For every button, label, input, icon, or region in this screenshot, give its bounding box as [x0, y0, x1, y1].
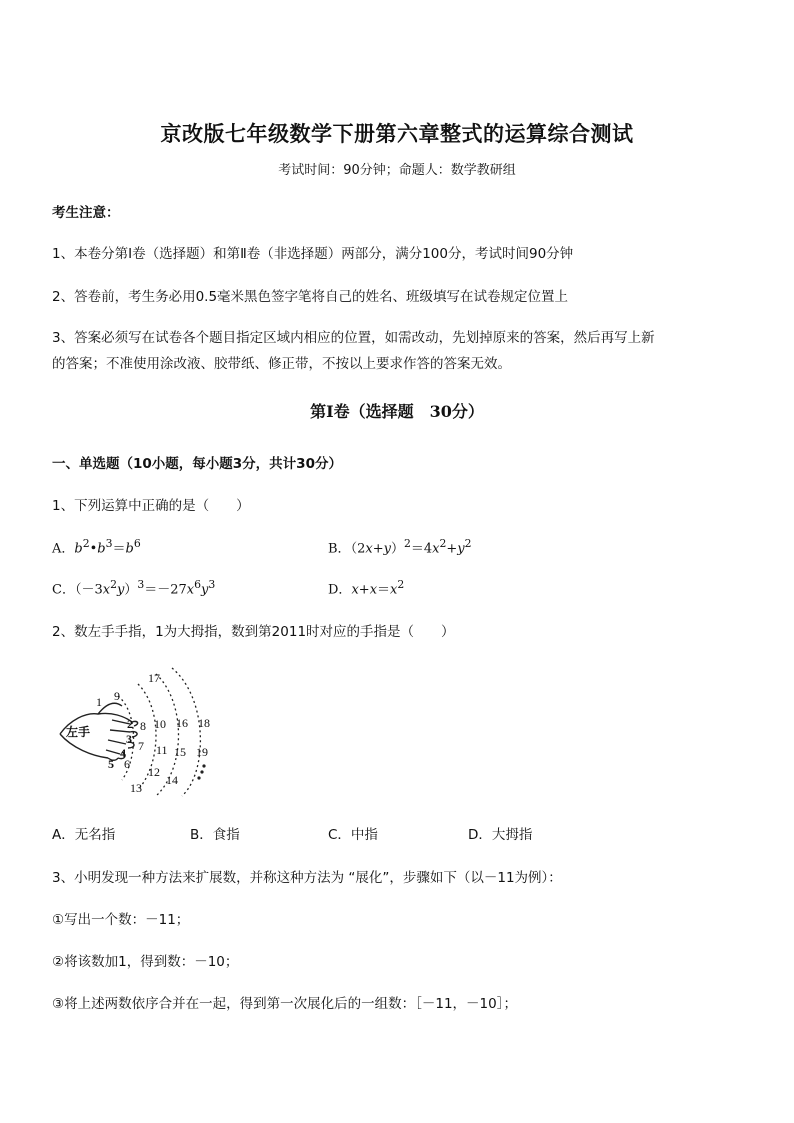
q2-option-c: C．中指 [328, 827, 378, 843]
fig-num-1: 1 [96, 695, 102, 709]
q3-step-2: ②将该数加1，得到数：－10； [52, 954, 239, 970]
q3-step-1: ①写出一个数：－11； [52, 912, 190, 928]
fig-num-17: 17 [148, 671, 160, 685]
q3-step-3: ③将上述两数依序合并在一起，得到第一次展化后的一组数：［－11，－10］； [52, 996, 517, 1012]
fig-num-16: 16 [176, 716, 188, 730]
q1-option-d-label: D． [328, 582, 352, 598]
notice-heading: 考生注意： [52, 205, 120, 221]
q1-option-c: C．$(-3x^2y)^3=-27x^6y^3$ [52, 578, 216, 598]
fig-num-13: 13 [130, 781, 142, 795]
fig-num-15: 15 [174, 745, 186, 759]
fig-num-3: 3 [126, 732, 132, 746]
q1-option-b: B．$(2x+y)^2=4x^2+y^2$ [328, 537, 472, 557]
notice-item-1: 1、本卷分第Ⅰ卷（选择题）和第Ⅱ卷（非选择题）两部分，满分100分，考试时间90分钟 [52, 246, 574, 262]
fig-num-12: 12 [148, 765, 160, 779]
q1-option-c-label: C． [52, 582, 75, 598]
question-2-stem: 2、数左手手指，1为大拇指，数到第2011时对应的手指是（ ） [52, 624, 455, 640]
q1-option-b-label: B． [328, 541, 351, 557]
fig-num-9: 9 [114, 689, 120, 703]
page-title: 京改版七年级数学下册第六章整式的运算综合测试 [160, 121, 634, 146]
fig-num-8: 8 [140, 719, 146, 733]
q1-option-a: A．$b^2•b^3=b^6$ [52, 537, 141, 557]
notice-item-2: 2、答卷前，考生务必用0.5毫米黑色签字笔将自己的姓名、班级填写在试卷规定位置上 [52, 289, 569, 305]
q1-option-d: D．$x+x=x^2$ [328, 578, 405, 598]
notice-item-3-continued: 的答案；不准使用涂改液、胶带纸、修正带，不按以上要求作答的答案无效。 [52, 356, 511, 372]
q2-option-b: B．食指 [190, 827, 240, 843]
fig-num-7: 7 [138, 739, 144, 753]
q2-option-d: D．大拇指 [468, 827, 533, 843]
q1-option-a-label: A． [52, 541, 75, 557]
hand-label: 左手 [66, 725, 91, 739]
notice-item-3: 3、答案必须写在试卷各个题目指定区域内相应的位置，如需改动，先划掉原来的答案，然后再写上新 [52, 330, 655, 346]
fig-num-10: 10 [154, 717, 166, 731]
question-3-stem: 3、小明发现一种方法来扩展数，并称这种方法为 “展化”，步骤如下（以－11为例）： [52, 870, 562, 886]
fig-num-5: 5 [108, 757, 114, 771]
q2-option-a: A．无名指 [52, 827, 116, 843]
exam-info: 考试时间：90分钟；命题人：数学教研组 [278, 163, 516, 178]
fig-num-19: 19 [196, 745, 208, 759]
question-1-stem: 1、下列运算中正确的是（ ） [52, 498, 250, 514]
fig-num-11: 11 [156, 743, 168, 757]
section-title: 第Ⅰ卷（选择题 30分） [310, 402, 484, 421]
fig-num-18: 18 [198, 716, 210, 730]
fig-num-4: 4 [120, 746, 126, 760]
fig-num-6: 6 [124, 757, 130, 771]
fig-num-14: 14 [166, 773, 178, 787]
left-hand-counting-figure [52, 662, 232, 797]
fig-num-2: 2 [127, 717, 133, 731]
part-heading: 一、单选题（10小题，每小题3分，共计30分） [52, 456, 342, 472]
